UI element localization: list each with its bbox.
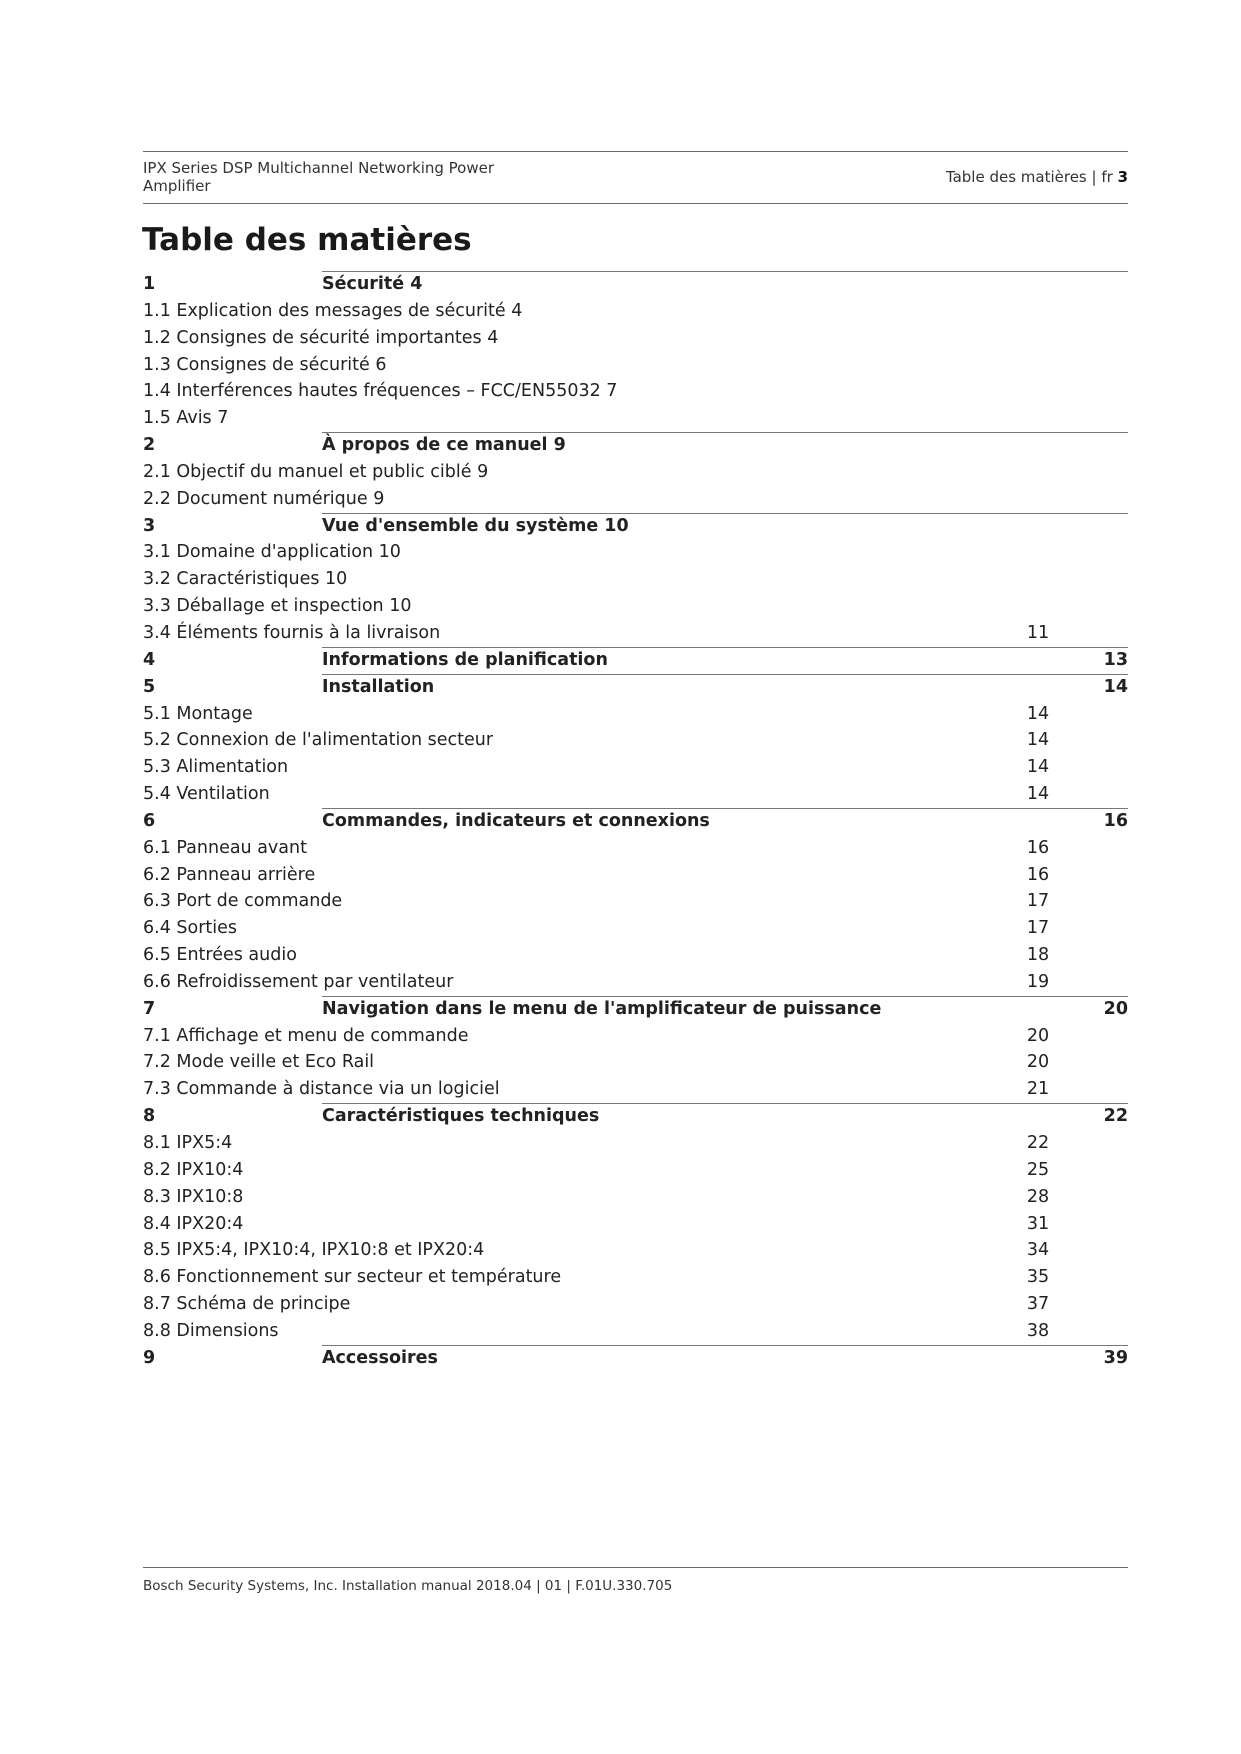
- header-top-rule: [143, 151, 1128, 152]
- header-section-text: Table des matières | fr: [945, 168, 1113, 186]
- table-of-contents: [143, 271, 1128, 1372]
- toc-entry-title: 8.6 Fonctionnement sur secteur et température: [143, 1267, 562, 1288]
- toc-chapter-number: 8: [143, 1106, 156, 1127]
- toc-entry-row[interactable]: [143, 754, 1128, 781]
- toc-chapter-page: 13: [1103, 649, 1128, 670]
- toc-chapter-number: 4: [143, 649, 156, 670]
- toc-chapter-number: 3: [143, 515, 156, 536]
- toc-entry-row[interactable]: [143, 1184, 1128, 1211]
- toc-entry-row[interactable]: [143, 1157, 1128, 1184]
- toc-chapter-number: 5: [143, 676, 156, 697]
- toc-chapter-row[interactable]: [143, 432, 1128, 459]
- toc-entry-page: 17: [1026, 918, 1050, 939]
- toc-chapter-number: 2: [143, 435, 156, 456]
- toc-entry-title: 5.1 Montage: [143, 703, 253, 724]
- toc-entry-row[interactable]: [143, 298, 1128, 325]
- document-title-header: [143, 159, 563, 195]
- toc-entry-row[interactable]: [143, 969, 1128, 996]
- toc-entry-title: 1.5 Avis 7: [143, 408, 229, 429]
- toc-entry-title: 8.7 Schéma de principe: [143, 1294, 351, 1315]
- toc-entry-title: 1.3 Consignes de sécurité 6: [143, 354, 387, 375]
- toc-entry-page: 14: [1026, 703, 1050, 724]
- toc-entry-title: 7.3 Commande à distance via un logiciel: [143, 1079, 500, 1100]
- toc-entry-title: 5.3 Alimentation: [143, 757, 289, 778]
- toc-chapter-row[interactable]: [143, 1345, 1128, 1372]
- toc-entry-row[interactable]: [143, 915, 1128, 942]
- toc-entry-row[interactable]: [143, 1264, 1128, 1291]
- toc-entry-title: 6.3 Port de commande: [143, 891, 343, 912]
- toc-chapter-number: 1: [143, 274, 156, 294]
- toc-entry-title: 3.1 Domaine d'application 10: [143, 542, 401, 563]
- header-title-line-2: Amplifier: [143, 177, 211, 195]
- toc-entry-row[interactable]: [143, 701, 1128, 728]
- toc-entry-row[interactable]: [143, 1291, 1128, 1318]
- toc-entry-row[interactable]: [143, 486, 1128, 513]
- toc-chapter-title: Vue d'ensemble du système 10: [322, 515, 629, 536]
- toc-entry-title: 5.4 Ventilation: [143, 784, 270, 805]
- toc-entry-title: 6.2 Panneau arrière: [143, 864, 316, 885]
- toc-chapter-page: 20: [1103, 998, 1128, 1019]
- toc-entry-title: 7.2 Mode veille et Eco Rail: [143, 1052, 375, 1073]
- toc-entry-page: 14: [1026, 784, 1050, 805]
- toc-entry-title: 6.6 Refroidissement par ventilateur: [143, 971, 454, 992]
- toc-chapter-row[interactable]: [143, 808, 1128, 835]
- toc-chapter-row[interactable]: [143, 674, 1128, 701]
- header-page-number: 3: [1117, 168, 1128, 186]
- toc-entry-page: 18: [1026, 945, 1050, 966]
- toc-entry-page: 14: [1026, 757, 1050, 778]
- toc-entry-title: 3.3 Déballage et inspection 10: [143, 596, 412, 617]
- toc-entry-page: 22: [1026, 1133, 1050, 1153]
- toc-entry-row[interactable]: [143, 1318, 1128, 1345]
- toc-entry-row[interactable]: [143, 862, 1128, 889]
- toc-entry-row[interactable]: [143, 835, 1128, 862]
- toc-entry-page: 17: [1026, 891, 1050, 912]
- toc-entry-page: 16: [1026, 837, 1050, 858]
- toc-entry-title: 2.2 Document numérique 9: [143, 488, 385, 509]
- toc-entry-page: 21: [1026, 1079, 1050, 1100]
- toc-entry-title: 3.4 Éléments fournis à la livraison: [143, 622, 441, 643]
- toc-entry-page: 11: [1026, 622, 1050, 643]
- toc-entry-page: 28: [1026, 1186, 1050, 1207]
- toc-chapter-title: Informations de planification: [322, 649, 608, 670]
- toc-chapter-row[interactable]: [143, 647, 1128, 674]
- toc-entry-row[interactable]: [143, 405, 1128, 432]
- toc-entry-row[interactable]: [143, 325, 1128, 352]
- toc-entry-title: 8.1 IPX5:4: [143, 1133, 233, 1153]
- toc-entry-row[interactable]: [143, 1130, 1128, 1157]
- toc-chapter-title: Sécurité 4: [322, 274, 423, 294]
- toc-entry-title: 1.1 Explication des messages de sécurité 4: [143, 300, 523, 321]
- toc-chapter-number: 9: [143, 1347, 156, 1368]
- toc-entry-title: 3.2 Caractéristiques 10: [143, 569, 348, 590]
- toc-chapter-number: 7: [143, 998, 156, 1019]
- toc-entry-row[interactable]: [143, 1023, 1128, 1050]
- toc-chapter-row[interactable]: [143, 513, 1128, 540]
- toc-entry-page: 34: [1026, 1240, 1050, 1261]
- toc-entry-row[interactable]: [143, 459, 1128, 486]
- toc-entry-row[interactable]: [143, 1076, 1128, 1103]
- toc-chapter-row[interactable]: [143, 996, 1128, 1023]
- toc-entry-title: 1.2 Consignes de sécurité importantes 4: [143, 327, 499, 348]
- toc-entry-page: 14: [1026, 730, 1050, 751]
- toc-entry-title: 6.4 Sorties: [143, 918, 238, 939]
- toc-entry-page: 38: [1026, 1320, 1050, 1341]
- toc-entry-page: 20: [1026, 1025, 1050, 1046]
- toc-entry-row[interactable]: [143, 942, 1128, 969]
- toc-entry-row[interactable]: [143, 781, 1128, 808]
- toc-entry-page: 31: [1026, 1213, 1050, 1234]
- toc-entry-title: 1.4 Interférences hautes fréquences – FCC/EN55032 7: [143, 381, 618, 402]
- toc-chapter-row[interactable]: [143, 271, 1128, 298]
- header-section-label: [800, 168, 1128, 186]
- toc-entry-row[interactable]: [143, 352, 1128, 379]
- toc-chapter-title: Caractéristiques techniques: [322, 1106, 600, 1127]
- toc-entry-title: 8.2 IPX10:4: [143, 1159, 244, 1180]
- toc-entry-title: 8.8 Dimensions: [143, 1320, 279, 1341]
- toc-chapter-page: 39: [1103, 1347, 1128, 1368]
- toc-entry-row[interactable]: [143, 1237, 1128, 1264]
- page-title: Table des matières: [142, 222, 472, 258]
- toc-entry-row[interactable]: [143, 888, 1128, 915]
- toc-entry-row[interactable]: [143, 1211, 1128, 1238]
- toc-entry-row[interactable]: [143, 727, 1128, 754]
- toc-chapter-title: Commandes, indicateurs et connexions: [322, 810, 710, 831]
- footer-text: Bosch Security Systems, Inc. Installation manual 2018.04 | 01 | F.01U.330.705: [143, 1578, 673, 1594]
- header-bottom-rule: [143, 203, 1128, 204]
- toc-entry-page: 37: [1026, 1294, 1050, 1315]
- toc-chapter-page: 16: [1103, 810, 1128, 831]
- toc-entry-page: 35: [1026, 1267, 1050, 1288]
- toc-entry-page: 16: [1026, 864, 1050, 885]
- toc-entry-row[interactable]: [143, 620, 1128, 647]
- toc-chapter-page: 14: [1103, 676, 1128, 697]
- toc-entry-title: 2.1 Objectif du manuel et public ciblé 9: [143, 461, 489, 482]
- toc-entry-title: 7.1 Affichage et menu de commande: [143, 1025, 469, 1046]
- toc-chapter-number: 6: [143, 810, 156, 831]
- toc-entry-page: 25: [1026, 1159, 1050, 1180]
- header-title-line-1: IPX Series DSP Multichannel Networking Power: [143, 159, 495, 177]
- toc-chapter-title: Navigation dans le menu de l'amplificateur de puissance: [322, 998, 882, 1019]
- toc-entry-title: 8.4 IPX20:4: [143, 1213, 244, 1234]
- toc-entry-row[interactable]: [143, 1049, 1128, 1076]
- toc-chapter-page: 22: [1103, 1106, 1128, 1127]
- footer-rule: [143, 1567, 1128, 1568]
- toc-entry-row[interactable]: [143, 539, 1128, 566]
- toc-entry-row[interactable]: [143, 593, 1128, 620]
- toc-chapter-title: Accessoires: [322, 1347, 438, 1368]
- toc-entry-row[interactable]: [143, 378, 1128, 405]
- toc-chapter-row[interactable]: [143, 1103, 1128, 1130]
- toc-entry-title: 8.3 IPX10:8: [143, 1186, 244, 1207]
- toc-entry-row[interactable]: [143, 566, 1128, 593]
- toc-chapter-title: À propos de ce manuel 9: [322, 435, 566, 456]
- toc-entry-page: 19: [1026, 971, 1050, 992]
- toc-entry-title: 6.5 Entrées audio: [143, 945, 297, 966]
- toc-entry-title: 5.2 Connexion de l'alimentation secteur: [143, 730, 494, 751]
- toc-entry-page: 20: [1026, 1052, 1050, 1073]
- toc-entry-title: 8.5 IPX5:4, IPX10:4, IPX10:8 et IPX20:4: [143, 1240, 485, 1261]
- toc-entry-title: 6.1 Panneau avant: [143, 837, 307, 858]
- toc-chapter-title: Installation: [322, 676, 435, 697]
